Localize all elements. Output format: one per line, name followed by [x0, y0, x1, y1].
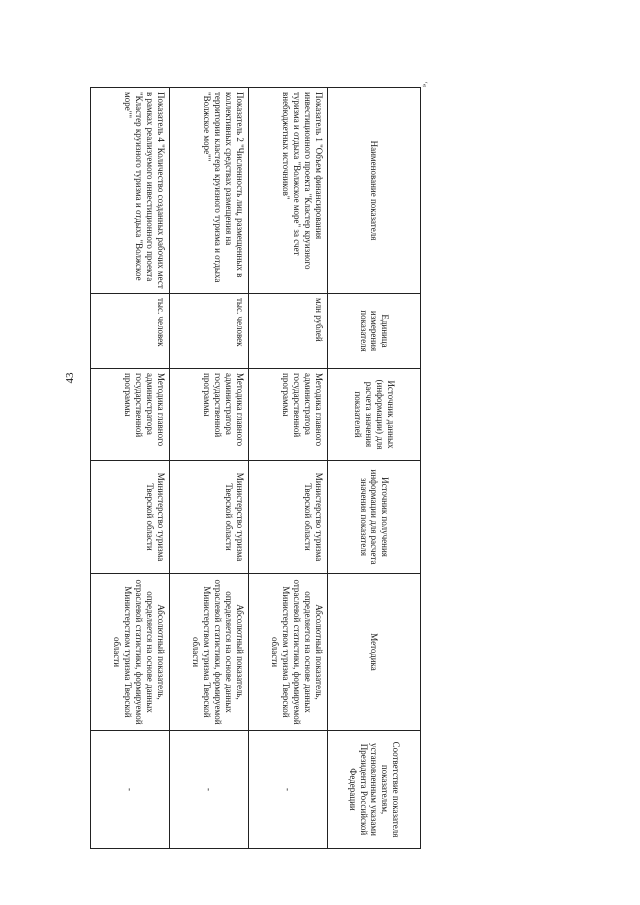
cell-unit: тыс. человек	[170, 294, 249, 369]
page-number: 43	[64, 372, 76, 384]
table-row	[170, 88, 249, 849]
header-unit: Единица измерения показателя	[328, 294, 421, 369]
header-info-source: Источник получения информации для расчета значения показателя	[328, 461, 421, 574]
cell-method: Абсолютный показатель, определяется на основе данных отраслевой статистики, формируемой Министерством туризма Тверской области	[249, 574, 328, 731]
cell-unit: млн рублей	[249, 294, 328, 369]
table-row	[249, 88, 328, 849]
cell-unit: тыс. человек	[91, 294, 170, 369]
cell-info-source: Министерство туризма Тверской области	[249, 461, 328, 574]
indicators-table	[90, 87, 421, 849]
corner-mark: »,	[419, 81, 429, 88]
cell-indicator-name: Показатель 2 "Численность лиц, размещенных в коллективных средствах размещения на территории кластера круизного туризма и отдыха "Волжское море""	[170, 88, 249, 294]
rotated-table-container	[90, 87, 421, 848]
table-row	[91, 88, 170, 849]
header-method: Методика	[328, 574, 421, 731]
cell-compliance: -	[249, 731, 328, 849]
cell-data-source: Методика главного администратора государственной программы	[91, 369, 170, 461]
cell-compliance: -	[170, 731, 249, 849]
cell-info-source: Министерство туризма Тверской области	[170, 461, 249, 574]
table-header-row	[328, 88, 421, 849]
cell-data-source: Методика главного администратора государственной программы	[170, 369, 249, 461]
header-indicator-name: Наименование показателя	[328, 88, 421, 294]
cell-method: Абсолютный показатель, определяется на основе данных отраслевой статистики, формируемой Министерством туризма Тверской области	[91, 574, 170, 731]
cell-compliance: -	[91, 731, 170, 849]
cell-data-source: Методика главного администратора государственной программы	[249, 369, 328, 461]
cell-method: Абсолютный показатель, определяется на основе данных отраслевой статистики, формируемой Министерством туризма Тверской области	[170, 574, 249, 731]
cell-info-source: Министерство туризма Тверской области	[91, 461, 170, 574]
cell-indicator-name: Показатель 4 "Количество созданных рабочих мест в рамках реализуемого инвестиционного проекта "Кластер круизного туризма и отдыха "Волжское море""	[91, 88, 170, 294]
header-compliance: Соответствие показателя показателям, установленным указами Президента Российской Федерации	[328, 731, 421, 849]
cell-indicator-name: Показатель 1 "Объем финансирования инвестиционного проекта "Кластер круизного туризма и отдыха "Волжское море" за счет внебюджетных источников"	[249, 88, 328, 294]
header-data-source: Источник данных (информации) для расчета значения показателей	[328, 369, 421, 461]
